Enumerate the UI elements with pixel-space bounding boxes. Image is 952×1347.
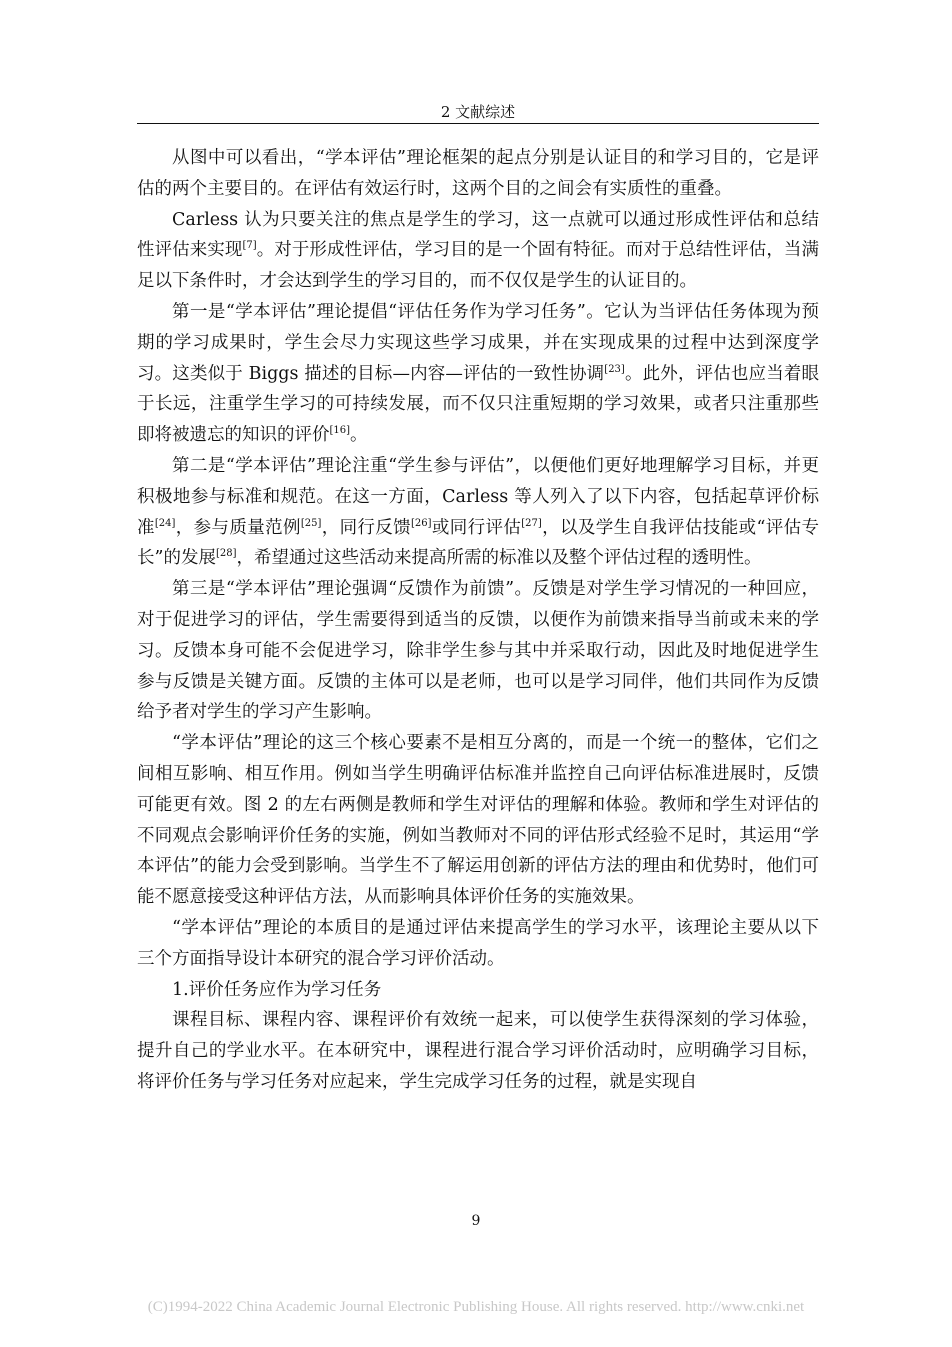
- paragraph-text: 从图中可以看出，“学本评估”理论框架的起点分别是认证目的和学习目的，它是评估的两个主要目的。在评估有效运行时，这两个目的之间会有实质性的重叠。: [137, 148, 819, 199]
- citation-ref: [7]: [242, 240, 257, 252]
- citation-ref: [24]: [154, 517, 176, 529]
- body-text: [137, 143, 819, 1098]
- paragraph-text: 课程目标、课程内容、课程评价有效统一起来，可以使学生获得深刻的学习体验，提升自己的学业水平。在本研究中，课程进行混合学习评价活动时，应明确学习目标，将评价任务与学习任务对应起来，学生完成学习任务的过程，就是实现自: [137, 1010, 819, 1092]
- paragraph: [137, 205, 819, 297]
- paragraph: [137, 574, 819, 728]
- paragraph: [137, 728, 819, 913]
- paragraph-text: ，希望通过这些活动来提高所需的标准以及整个评估过程的透明性。: [236, 548, 762, 569]
- paragraph-text: 或同行评估: [431, 517, 522, 538]
- paragraph-text: ，参与质量范例: [175, 517, 301, 538]
- paragraph-text: “学本评估”理论的本质目的是通过评估来提高学生的学习水平，该理论主要从以下三个方面指导设计本研究的混合学习评价活动。: [137, 917, 819, 969]
- citation-ref: [25]: [300, 517, 322, 529]
- paragraph-text: ，以及学生自我评估技能或“评估专长”的发展: [137, 517, 820, 569]
- paragraph: [137, 297, 819, 451]
- citation-ref: [27]: [521, 517, 542, 529]
- citation-ref: [28]: [215, 548, 237, 560]
- paragraph: [137, 975, 819, 1006]
- paragraph-text: Carless 认为只要关注的焦点是学生的学习，这一点就可以通过形成性评估和总结性评估来实现: [137, 209, 819, 261]
- paragraph-text: 第三是“学本评估”理论强调“反馈作为前馈”。反馈是对学生学习情况的一种回应，对于促进学习的评估，学生需要得到适当的反馈，以便作为前馈来指导当前或未来的学习。反馈本身可能不会促进学习，除非学生参与其中并采取行动，因此及时地促进学生参与反馈是关键方面。反馈的主体可以是老师，也可以是学习同伴，他们共同作为反馈给予者对学生的学习产生影响。: [137, 579, 819, 723]
- running-header: 2 文献综述: [440, 103, 516, 121]
- paragraph: [137, 913, 819, 975]
- citation-ref: [26]: [411, 517, 432, 529]
- header-rule: [137, 123, 819, 124]
- paragraph-text: 第一是“学本评估”理论提倡“评估任务作为学习任务”。它认为当评估任务体现为预期的学习成果时，学生会尽力实现这些学习成果，并在实现成果的过程中达到深度学习。这类似于 Biggs 描述的目标—内容—评估的一致性协调: [137, 301, 819, 384]
- paragraph-text: 。: [350, 425, 368, 446]
- citation-ref: [23]: [604, 363, 625, 375]
- page-number: 9: [471, 1213, 481, 1229]
- citation-ref: [16]: [329, 425, 351, 437]
- paragraph: [137, 143, 819, 205]
- paragraph-text: “学本评估”理论的这三个核心要素不是相互分离的，而是一个统一的整体，它们之间相互影响、相互作用。例如当学生明确评估标准并监控自己向评估标准进展时，反馈可能更有效。图 2 的左右两侧是教师和学生对评估的理解和体验。教师和学生对评估的不同观点会影响评价任务的实施，例如当教师对不同的评估形式经验不足时，其运用“学本评估”的能力会受到影响。当学生不了解运用创新的评估方法的理由和优势时，他们可能不愿意接受这种评估方法，从而影响具体评价任务的实施效果。: [137, 733, 819, 908]
- paragraph-text: ，同行反馈: [321, 517, 412, 538]
- paragraph-text: 。此外，评估也应当着眼于长远，注重学生学习的可持续发展，而不仅只注重短期的学习效果，或者只注重那些即将被遗忘的知识的评价: [137, 363, 820, 446]
- copyright-watermark: (C)1994-2022 China Academic Journal Electronic Publishing House. All rights reserved. http://www.cnki.net: [147, 1299, 805, 1315]
- paragraph-text: 1.评价任务应作为学习任务: [172, 979, 382, 1000]
- paragraph-text: 。对于形成性评估，学习目的是一个固有特征。而对于总结性评估，当满足以下条件时，才会达到学生的学习目的，而不仅仅是学生的认证目的。: [137, 240, 820, 292]
- paragraph: [137, 451, 819, 574]
- paragraph-text: 第二是“学本评估”理论注重“学生参与评估”，以便他们更好地理解学习目标，并更积极地参与标准和规范。在这一方面，Carless 等人列入了以下内容，包括起草评价标准: [137, 455, 819, 538]
- paragraph: [137, 1005, 819, 1097]
